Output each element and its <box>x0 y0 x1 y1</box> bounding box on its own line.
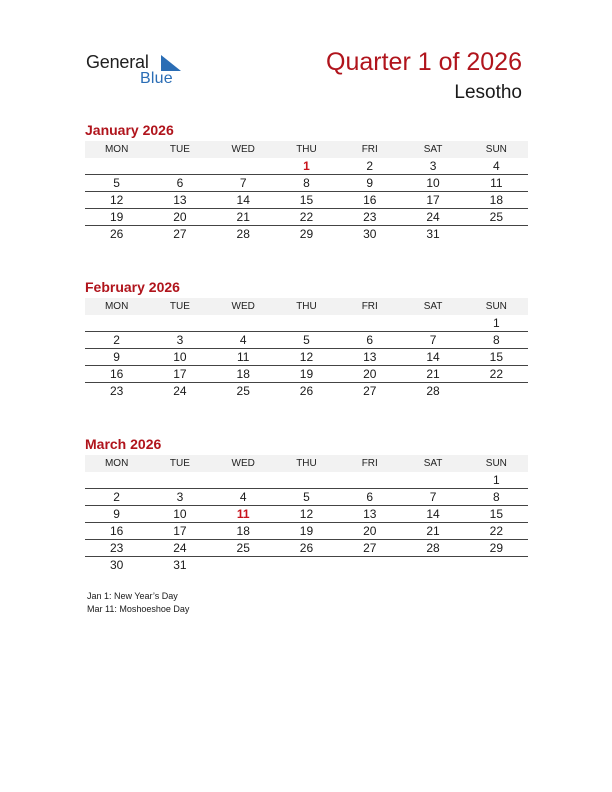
day-cell: 7 <box>212 175 275 192</box>
day-cell: 3 <box>148 489 211 506</box>
day-cell: 16 <box>338 192 401 209</box>
day-cell: 23 <box>109 384 124 398</box>
empty-day-cell <box>275 557 338 574</box>
day-cell: 24 <box>173 384 187 398</box>
day-cell: 15 <box>465 506 528 523</box>
day-cell: 14 <box>401 506 464 523</box>
calendar-grid <box>85 141 528 242</box>
weekday-label: TUE <box>148 455 211 472</box>
day-cell: 26 <box>109 227 124 241</box>
empty-day-cell <box>338 472 401 489</box>
holiday-note: Jan 1: New Year’s Day <box>87 591 178 601</box>
weekday-label: FRI <box>338 455 401 472</box>
empty-day-cell <box>465 383 528 400</box>
empty-day-cell <box>338 557 401 574</box>
day-cell: 31 <box>173 558 187 572</box>
day-cell: 3 <box>148 332 211 349</box>
day-cell: 16 <box>85 523 148 540</box>
day-cell: 20 <box>338 523 401 540</box>
day-cell: 30 <box>363 227 377 241</box>
day-cell: 27 <box>338 540 401 557</box>
weekday-label: TUE <box>148 298 211 315</box>
day-cell: 17 <box>148 523 211 540</box>
month-january <box>85 122 528 242</box>
day-cell: 29 <box>299 227 314 241</box>
day-cell: 13 <box>338 349 401 366</box>
day-cell: 2 <box>338 158 401 175</box>
day-cell: 22 <box>465 366 528 383</box>
holiday-note: Mar 11: Moshoeshoe Day <box>87 604 190 614</box>
day-cell: 21 <box>212 209 275 226</box>
empty-day-cell <box>465 226 528 243</box>
day-cell: 4 <box>212 332 275 349</box>
month-march <box>85 436 528 573</box>
day-cell: 12 <box>275 349 338 366</box>
weekday-label: MON <box>85 298 148 315</box>
day-cell: 10 <box>148 349 211 366</box>
day-cell: 15 <box>275 192 338 209</box>
logo-text-general: General <box>86 52 149 72</box>
day-cell: 17 <box>148 366 211 383</box>
weekday-header-row <box>85 141 528 158</box>
day-cell: 14 <box>212 192 275 209</box>
day-cell: 12 <box>275 506 338 523</box>
day-cell: 7 <box>401 332 464 349</box>
weekday-label: SUN <box>465 298 528 315</box>
day-cell: 3 <box>401 158 464 175</box>
week-row <box>85 540 528 557</box>
empty-day-cell <box>275 315 338 332</box>
day-cell: 21 <box>401 523 464 540</box>
week-row <box>85 523 528 540</box>
empty-day-cell <box>401 472 464 489</box>
weekday-label: SUN <box>465 141 528 158</box>
day-cell: 10 <box>148 506 211 523</box>
day-cell: 24 <box>148 540 211 557</box>
weekday-label: SAT <box>401 298 464 315</box>
empty-day-cell <box>212 315 275 332</box>
day-cell: 19 <box>85 209 148 226</box>
day-cell: 28 <box>236 227 250 241</box>
weekday-label: WED <box>212 298 275 315</box>
day-cell: 20 <box>338 366 401 383</box>
day-cell: 22 <box>275 209 338 226</box>
weekday-label: FRI <box>338 298 401 315</box>
day-cell: 29 <box>465 540 528 557</box>
weekday-label: FRI <box>338 141 401 158</box>
weekday-label: WED <box>212 455 275 472</box>
day-cell: 11 <box>212 349 275 366</box>
country-name: Lesotho <box>454 82 522 103</box>
day-cell: 11 <box>212 506 275 523</box>
day-cell: 9 <box>85 506 148 523</box>
empty-day-cell <box>85 472 148 489</box>
day-cell: 8 <box>275 175 338 192</box>
day-cell: 26 <box>299 384 314 398</box>
day-cell: 1 <box>465 472 528 489</box>
day-cell: 6 <box>338 489 401 506</box>
holiday-notes <box>87 590 189 616</box>
week-row <box>85 383 528 400</box>
weekday-label: MON <box>85 455 148 472</box>
day-cell: 24 <box>401 209 464 226</box>
week-row <box>85 175 528 192</box>
day-cell: 5 <box>275 332 338 349</box>
day-cell: 1 <box>465 315 528 332</box>
day-cell: 25 <box>465 209 528 226</box>
day-cell: 23 <box>85 540 148 557</box>
day-cell: 21 <box>401 366 464 383</box>
day-cell: 15 <box>465 349 528 366</box>
weekday-label: THU <box>275 298 338 315</box>
empty-day-cell <box>275 472 338 489</box>
week-row <box>85 209 528 226</box>
week-row <box>85 315 528 332</box>
empty-day-cell <box>401 315 464 332</box>
page-title: Quarter 1 of 2026 <box>326 48 522 76</box>
empty-day-cell <box>85 158 148 175</box>
day-cell: 11 <box>465 175 528 192</box>
day-cell: 6 <box>148 175 211 192</box>
day-cell: 31 <box>426 227 440 241</box>
week-row <box>85 349 528 366</box>
weekday-label: THU <box>275 141 338 158</box>
day-cell: 9 <box>85 349 148 366</box>
day-cell: 5 <box>275 489 338 506</box>
empty-day-cell <box>212 557 275 574</box>
empty-day-cell <box>148 315 211 332</box>
day-cell: 19 <box>275 523 338 540</box>
week-row <box>85 158 528 175</box>
day-cell: 28 <box>426 384 440 398</box>
week-row <box>85 332 528 349</box>
day-cell: 25 <box>236 384 250 398</box>
day-cell: 13 <box>338 506 401 523</box>
day-cell: 2 <box>85 489 148 506</box>
day-cell: 18 <box>465 192 528 209</box>
day-cell: 28 <box>401 540 464 557</box>
weekday-label: SAT <box>401 141 464 158</box>
day-cell: 30 <box>109 558 124 572</box>
day-cell: 8 <box>465 489 528 506</box>
day-cell: 26 <box>275 540 338 557</box>
month-title: January 2026 <box>85 122 174 138</box>
day-cell: 25 <box>212 540 275 557</box>
empty-day-cell <box>212 472 275 489</box>
week-row <box>85 192 528 209</box>
day-cell: 14 <box>401 349 464 366</box>
day-cell: 22 <box>465 523 528 540</box>
day-cell: 10 <box>401 175 464 192</box>
day-cell: 13 <box>148 192 211 209</box>
brand-logo <box>86 50 196 90</box>
week-row <box>85 557 528 574</box>
weekday-header-row <box>85 298 528 315</box>
day-cell: 16 <box>85 366 148 383</box>
calendar-grid <box>85 298 528 399</box>
week-row <box>85 226 528 243</box>
week-row <box>85 506 528 523</box>
day-cell: 2 <box>85 332 148 349</box>
day-cell: 6 <box>338 332 401 349</box>
empty-day-cell <box>148 472 211 489</box>
weekday-label: SUN <box>465 455 528 472</box>
day-cell: 9 <box>338 175 401 192</box>
empty-day-cell <box>85 315 148 332</box>
day-cell: 18 <box>212 523 275 540</box>
day-cell: 19 <box>275 366 338 383</box>
day-cell: 12 <box>85 192 148 209</box>
week-row <box>85 472 528 489</box>
day-cell: 7 <box>401 489 464 506</box>
empty-day-cell <box>401 557 464 574</box>
day-cell: 4 <box>212 489 275 506</box>
week-row <box>85 366 528 383</box>
day-cell: 27 <box>173 227 187 241</box>
day-cell: 17 <box>401 192 464 209</box>
weekday-label: MON <box>85 141 148 158</box>
week-row <box>85 489 528 506</box>
month-title: March 2026 <box>85 436 162 452</box>
weekday-header-row <box>85 455 528 472</box>
month-february <box>85 279 528 399</box>
day-cell: 8 <box>465 332 528 349</box>
day-cell: 5 <box>85 175 148 192</box>
day-cell: 18 <box>212 366 275 383</box>
empty-day-cell <box>148 158 211 175</box>
empty-day-cell <box>465 557 528 574</box>
day-cell: 4 <box>465 158 528 175</box>
weekday-label: THU <box>275 455 338 472</box>
logo-text-blue: Blue <box>140 70 173 87</box>
day-cell: 23 <box>338 209 401 226</box>
calendar-grid <box>85 455 528 573</box>
month-title: February 2026 <box>85 279 180 295</box>
day-cell: 20 <box>148 209 211 226</box>
empty-day-cell <box>338 315 401 332</box>
weekday-label: WED <box>212 141 275 158</box>
weekday-label: TUE <box>148 141 211 158</box>
weekday-label: SAT <box>401 455 464 472</box>
day-cell: 27 <box>363 384 377 398</box>
day-cell: 1 <box>275 158 338 175</box>
empty-day-cell <box>212 158 275 175</box>
